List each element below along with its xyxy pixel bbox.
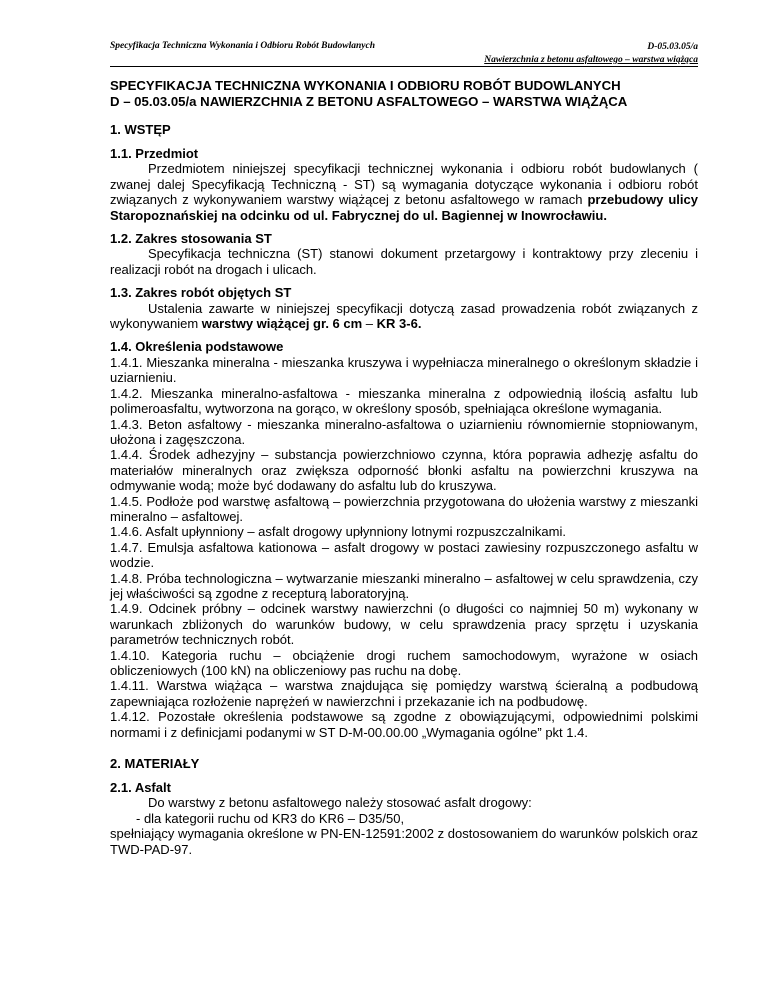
section-1-3-text-d: KR 3-6.: [376, 316, 422, 332]
definition-item: 1.4.12. Pozostałe określenia podstawowe są zgodne z obowiązującymi, odpowiednimi polskimi normami i z definicjami podanymi w ST D-M-00.00.00 „Wymagania ogólne” pkt 1.4.: [110, 709, 698, 740]
section-2-1-heading: 2.1. Asfalt: [110, 780, 171, 796]
definition-item: 1.4.11. Warstwa wiążąca – warstwa znajdująca się pomiędzy warstwą ścieralną a podbudową zapewniająca rozłożenie naprężeń w nawierzchni i przekazanie ich na podbudowę.: [110, 678, 698, 709]
header-spec-subtitle: Nawierzchnia z betonu asfaltowego – warstwa wiążąca: [484, 55, 698, 65]
definition-item: 1.4.8. Próba technologiczna – wytwarzanie mieszanki mineralno – asfaltowej w celu sprawdzenia, czy jej właściwości są zgodne z recepturą laboratoryjną.: [110, 570, 698, 601]
title-line-1: SPECYFIKACJA TECHNICZNA WYKONANIA I ODBIORU ROBÓT BUDOWLANYCH: [110, 78, 621, 93]
section-2-1-text-2: spełniający wymagania określone w PN-EN-12591:2002 z dostosowaniem do warunków polskich oraz TWD-PAD-97.: [110, 826, 698, 857]
section-1-4-heading: 1.4. Określenia podstawowe: [110, 339, 284, 355]
header-divider: [110, 66, 698, 67]
definition-item: 1.4.10. Kategoria ruchu – obciążenie drogi ruchem samochodowym, wyrażone w osiach obliczeniowych (100 kN) na obliczeniowy pas ruchu na dobę.: [110, 647, 698, 678]
header-document-title: Specyfikacja Techniczna Wykonania i Odbioru Robót Budowlanych: [110, 41, 375, 51]
section-1-1-heading: 1.1. Przedmiot: [110, 146, 199, 161]
section-1-3-text-a: Ustalenia zawarte w niniejszej specyfikacji dotyczą zasad prowadzenia robót związanych z wykonywaniem: [110, 300, 698, 332]
section-2-heading: 2. MATERIAŁY: [110, 756, 200, 772]
section-1-2-text: Specyfikacja techniczna (ST) stanowi dokument przetargowy i kontraktowy przy zleceniu i realizacji robót na drogach i ulicach.: [110, 246, 698, 277]
document-title: [110, 78, 698, 110]
header-spec-code: D-05.03.05/a: [647, 42, 698, 52]
section-1-3-text-c: –: [362, 316, 377, 332]
definition-item: 1.4.4. Środek adhezyjny – substancja powierzchniowo czynna, która poprawia adhezję asfaltu do materiałów mineralnych oraz zwiększa odporność błonki asfaltu na powierzchni kruszywa na odmywanie wodą; może być dodawany do asfaltu lub do kruszywa.: [110, 447, 698, 494]
definition-item: 1.4.6. Asfalt upłynniony – asfalt drogowy upłynniony lotnymi rozpuszczalnikami.: [110, 524, 566, 540]
title-line-2: D – 05.03.05/a NAWIERZCHNIA Z BETONU ASFALTOWEGO – WARSTWA WIĄŻĄCA: [110, 94, 628, 109]
section-2-1-text: Do warstwy z betonu asfaltowego należy stosować asfalt drogowy:: [148, 795, 532, 811]
section-1-3-text-b: warstwy wiążącej gr. 6 cm: [201, 316, 363, 332]
section-1-1-text-b: przebudowy ulicy Staropoznańskiej na odcinku od ul. Fabrycznej do ul. Bagiennej w Inowrocławiu.: [110, 192, 698, 223]
section-1-1-text: [110, 161, 698, 223]
header-right: [484, 41, 698, 67]
definition-item: 1.4.3. Beton asfaltowy - mieszanka mineralno-asfaltowa o uziarnieniu równomiernie stopniowanym, ułożona i zagęszczona.: [110, 416, 698, 447]
section-1-2-heading: 1.2. Zakres stosowania ST: [110, 231, 272, 247]
definition-item: 1.4.2. Mieszanka mineralno-asfaltowa - mieszanka mineralna z odpowiednią ilością asfaltu lub polimeroasfaltu, wytworzona na gorąco, w określony sposób, spełniająca określone wymagania.: [110, 385, 698, 417]
section-1-1-text-a: Przedmiotem niniejszej specyfikacji technicznej wykonania i odbioru robót budowlanych ( zwanej dalej Specyfikacją Techniczną - ST) są wymagania dotyczące wykonania i odbioru robót związanych z wykonywaniem warstwy wiążącej z betonu asfaltowego w ramach: [110, 161, 698, 208]
document-body: [110, 78, 698, 857]
definition-item: 1.4.5. Podłoże pod warstwę asfaltową – powierzchnia przygotowana do ułożenia warstwy z mieszanki mineralno – asfaltowej.: [110, 493, 698, 524]
definition-item: 1.4.1. Mieszanka mineralna - mieszanka kruszywa i wypełniacza mineralnego o określonym składzie i uziarnieniu.: [110, 354, 698, 386]
definition-item: 1.4.9. Odcinek próbny – odcinek warstwy nawierzchni (o długości co najmniej 50 m) wykonany w warunkach zbliżonych do warunków budowy, w celu sprawdzenia pracy sprzętu i uzyskania parametrów technicznych robót.: [110, 601, 698, 648]
page-header: [110, 38, 698, 64]
section-1-3-text: [110, 301, 698, 332]
section-1-heading: 1. WSTĘP: [110, 122, 171, 137]
section-1-3-heading: 1.3. Zakres robót objętych ST: [110, 285, 292, 301]
section-2-1-dash-item: - dla kategorii ruchu od KR3 do KR6 – D35/50,: [136, 810, 405, 826]
definition-item: 1.4.7. Emulsja asfaltowa kationowa – asfalt drogowy w postaci zawiesiny rozpuszczonego asfaltu w wodzie.: [110, 539, 698, 571]
